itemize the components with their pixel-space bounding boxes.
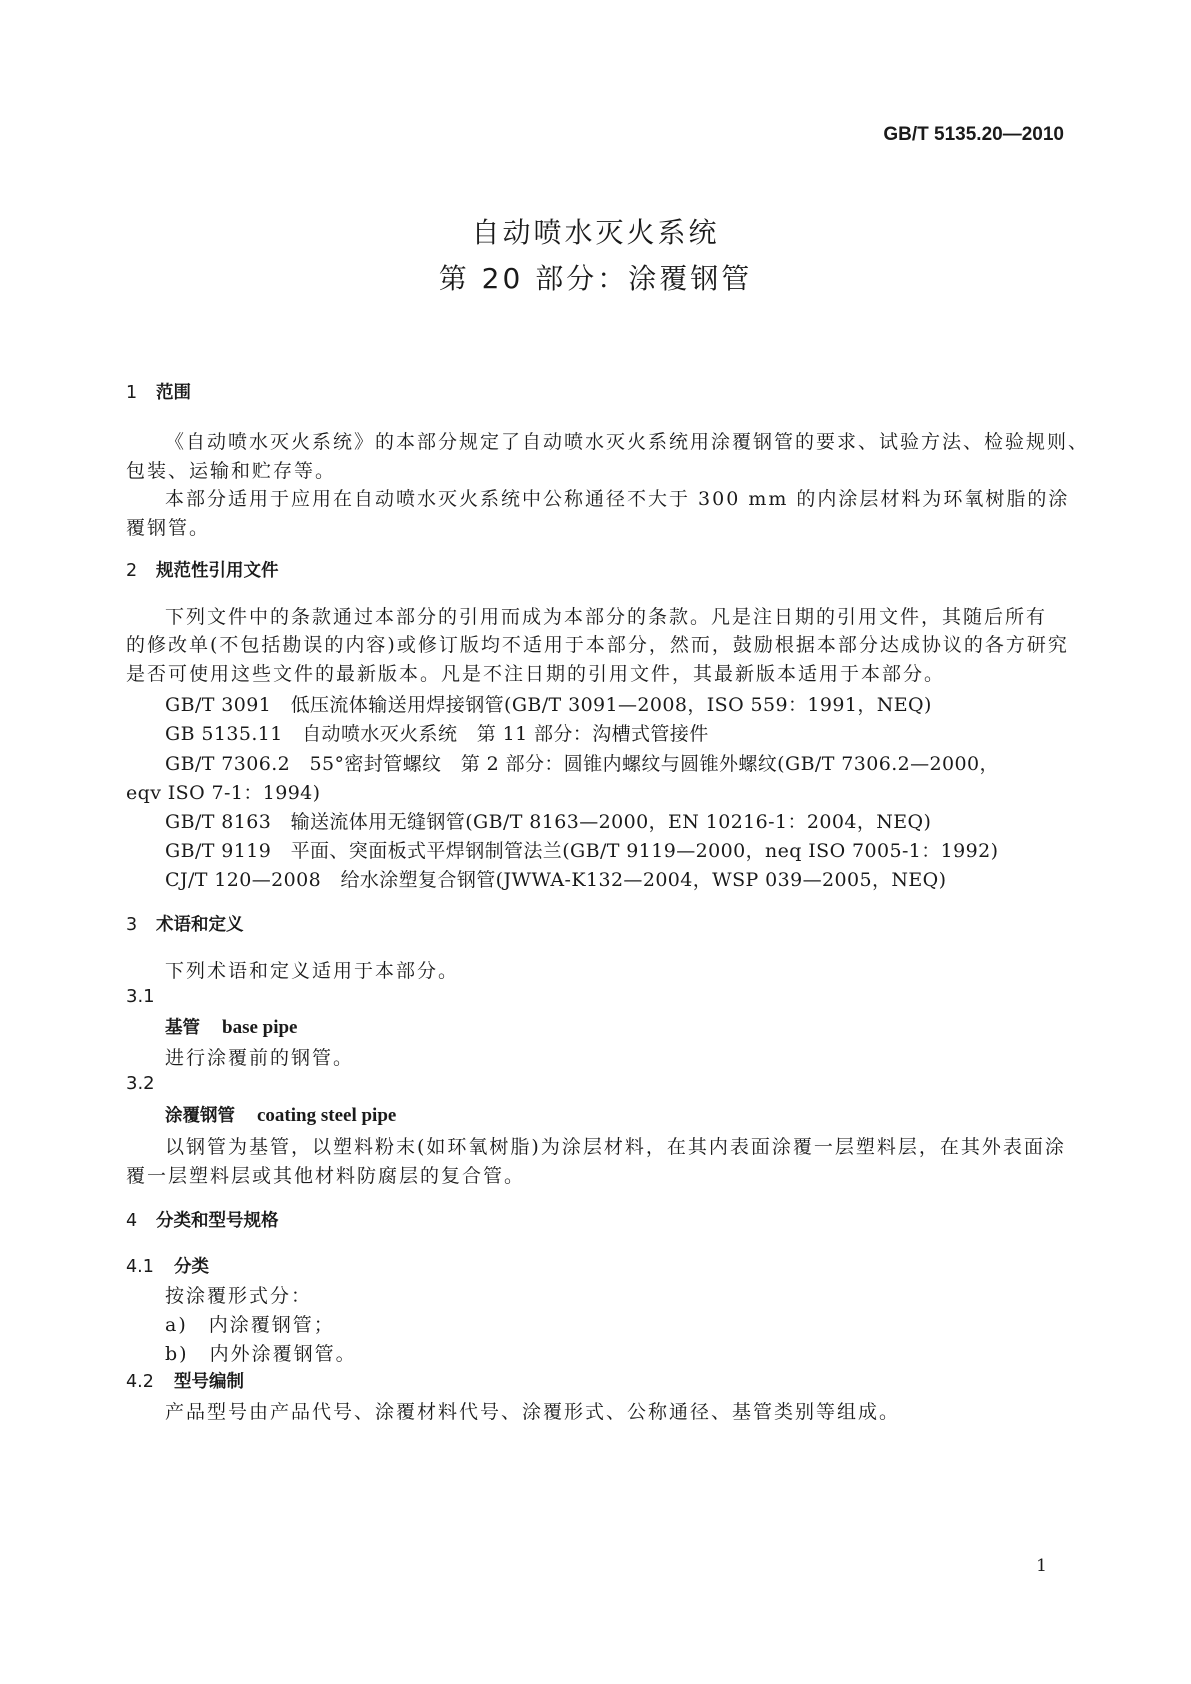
term-definition: 进行涂覆前的钢管。 <box>165 1047 355 1069</box>
paragraph-line: 是否可使用这些文件的最新版本。凡是不注日期的引用文件，其最新版本适用于本部分。 <box>126 663 946 685</box>
reference-item: GB/T 8163 输送流体用无缝钢管(GB/T 8163—2000，EN 10216-1：2004，NEQ) <box>165 811 932 833</box>
term-number: 3.2 <box>126 1073 155 1094</box>
paragraph-line: 下列文件中的条款通过本部分的引用而成为本部分的条款。凡是注日期的引用文件，其随后所有 <box>165 606 1048 628</box>
paragraph-line: 按涂覆形式分： <box>165 1285 313 1307</box>
section-title: 规范性引用文件 <box>156 561 279 581</box>
subsection-4-2-heading <box>126 1368 244 1393</box>
paragraph-line: 的修改单(不包括勘误的内容)或修订版均不适用于本部分，然而，鼓励根据本部分达成协议的各方研究 <box>126 634 1069 656</box>
section-title: 分类和型号规格 <box>156 1211 279 1231</box>
subsection-number: 4.2 <box>126 1372 154 1392</box>
paragraph-line: 覆钢管。 <box>126 517 211 539</box>
section-number: 3 <box>126 915 138 935</box>
section-title: 术语和定义 <box>156 915 244 935</box>
paragraph-line: 《自动喷水灭火系统》的本部分规定了自动喷水灭火系统用涂覆钢管的要求、试验方法、检验规则、 <box>165 431 1090 453</box>
term-definition: 以钢管为基管，以塑料粉末(如环氧树脂)为涂层材料，在其内表面涂覆一层塑料层，在其外表面涂 <box>165 1136 1066 1158</box>
paragraph-line: 产品型号由产品代号、涂覆材料代号、涂覆形式、公称通径、基管类别等组成。 <box>165 1401 901 1423</box>
reference-item: GB/T 3091 低压流体输送用焊接钢管(GB/T 3091—2008，ISO 559：1991，NEQ) <box>165 694 932 716</box>
paragraph-line: 本部分适用于应用在自动喷水灭火系统中公称通径不大于 300 mm 的内涂层材料为环氧树脂的涂 <box>165 488 1070 510</box>
subsection-title: 分类 <box>174 1257 209 1277</box>
paragraph-line: 下列术语和定义适用于本部分。 <box>165 960 460 982</box>
term-chinese: 基管 <box>165 1018 200 1038</box>
list-item: b) 内外涂覆钢管。 <box>165 1343 357 1365</box>
reference-item: GB/T 7306.2 55°密封管螺纹 第 2 部分：圆锥内螺纹与圆锥外螺纹(GB/T 7306.2—2000， <box>165 753 999 775</box>
reference-item: CJ/T 120—2008 给水涂塑复合钢管(JWWA-K132—2004，WSP 039—2005，NEQ) <box>165 869 947 891</box>
term-number: 3.1 <box>126 986 155 1007</box>
section-number: 4 <box>126 1211 138 1231</box>
reference-item-continuation: eqv ISO 7-1：1994) <box>126 782 321 804</box>
term-entry <box>165 1102 396 1127</box>
reference-item: GB 5135.11 自动喷水灭火系统 第 11 部分：沟槽式管接件 <box>165 723 709 745</box>
term-english: coating steel pipe <box>257 1105 397 1126</box>
term-entry <box>165 1014 298 1039</box>
reference-item: GB/T 9119 平面、突面板式平焊钢制管法兰(GB/T 9119—2000，neq ISO 7005-1：1992) <box>165 840 999 862</box>
paragraph-line: 包装、运输和贮存等。 <box>126 460 337 482</box>
subsection-title: 型号编制 <box>174 1372 244 1392</box>
section-4-heading <box>126 1207 279 1232</box>
document-subtitle: 第 20 部分：涂覆钢管 <box>438 262 753 295</box>
section-number: 1 <box>126 383 138 403</box>
standard-code: GB/T 5135.20—2010 <box>883 124 1064 145</box>
term-english: base pipe <box>222 1017 298 1038</box>
section-2-heading <box>126 557 279 582</box>
term-chinese: 涂覆钢管 <box>165 1106 235 1126</box>
subsection-4-1-heading <box>126 1253 209 1278</box>
list-item: a) 内涂覆钢管； <box>165 1314 335 1336</box>
document-title: 自动喷水灭火系统 <box>471 216 720 249</box>
section-1-heading <box>126 379 191 404</box>
section-title: 范围 <box>156 383 191 403</box>
page-number: 1 <box>1036 1556 1047 1576</box>
section-number: 2 <box>126 561 138 581</box>
term-definition: 覆一层塑料层或其他材料防腐层的复合管。 <box>126 1165 526 1187</box>
subsection-number: 4.1 <box>126 1257 154 1277</box>
section-3-heading <box>126 911 244 936</box>
